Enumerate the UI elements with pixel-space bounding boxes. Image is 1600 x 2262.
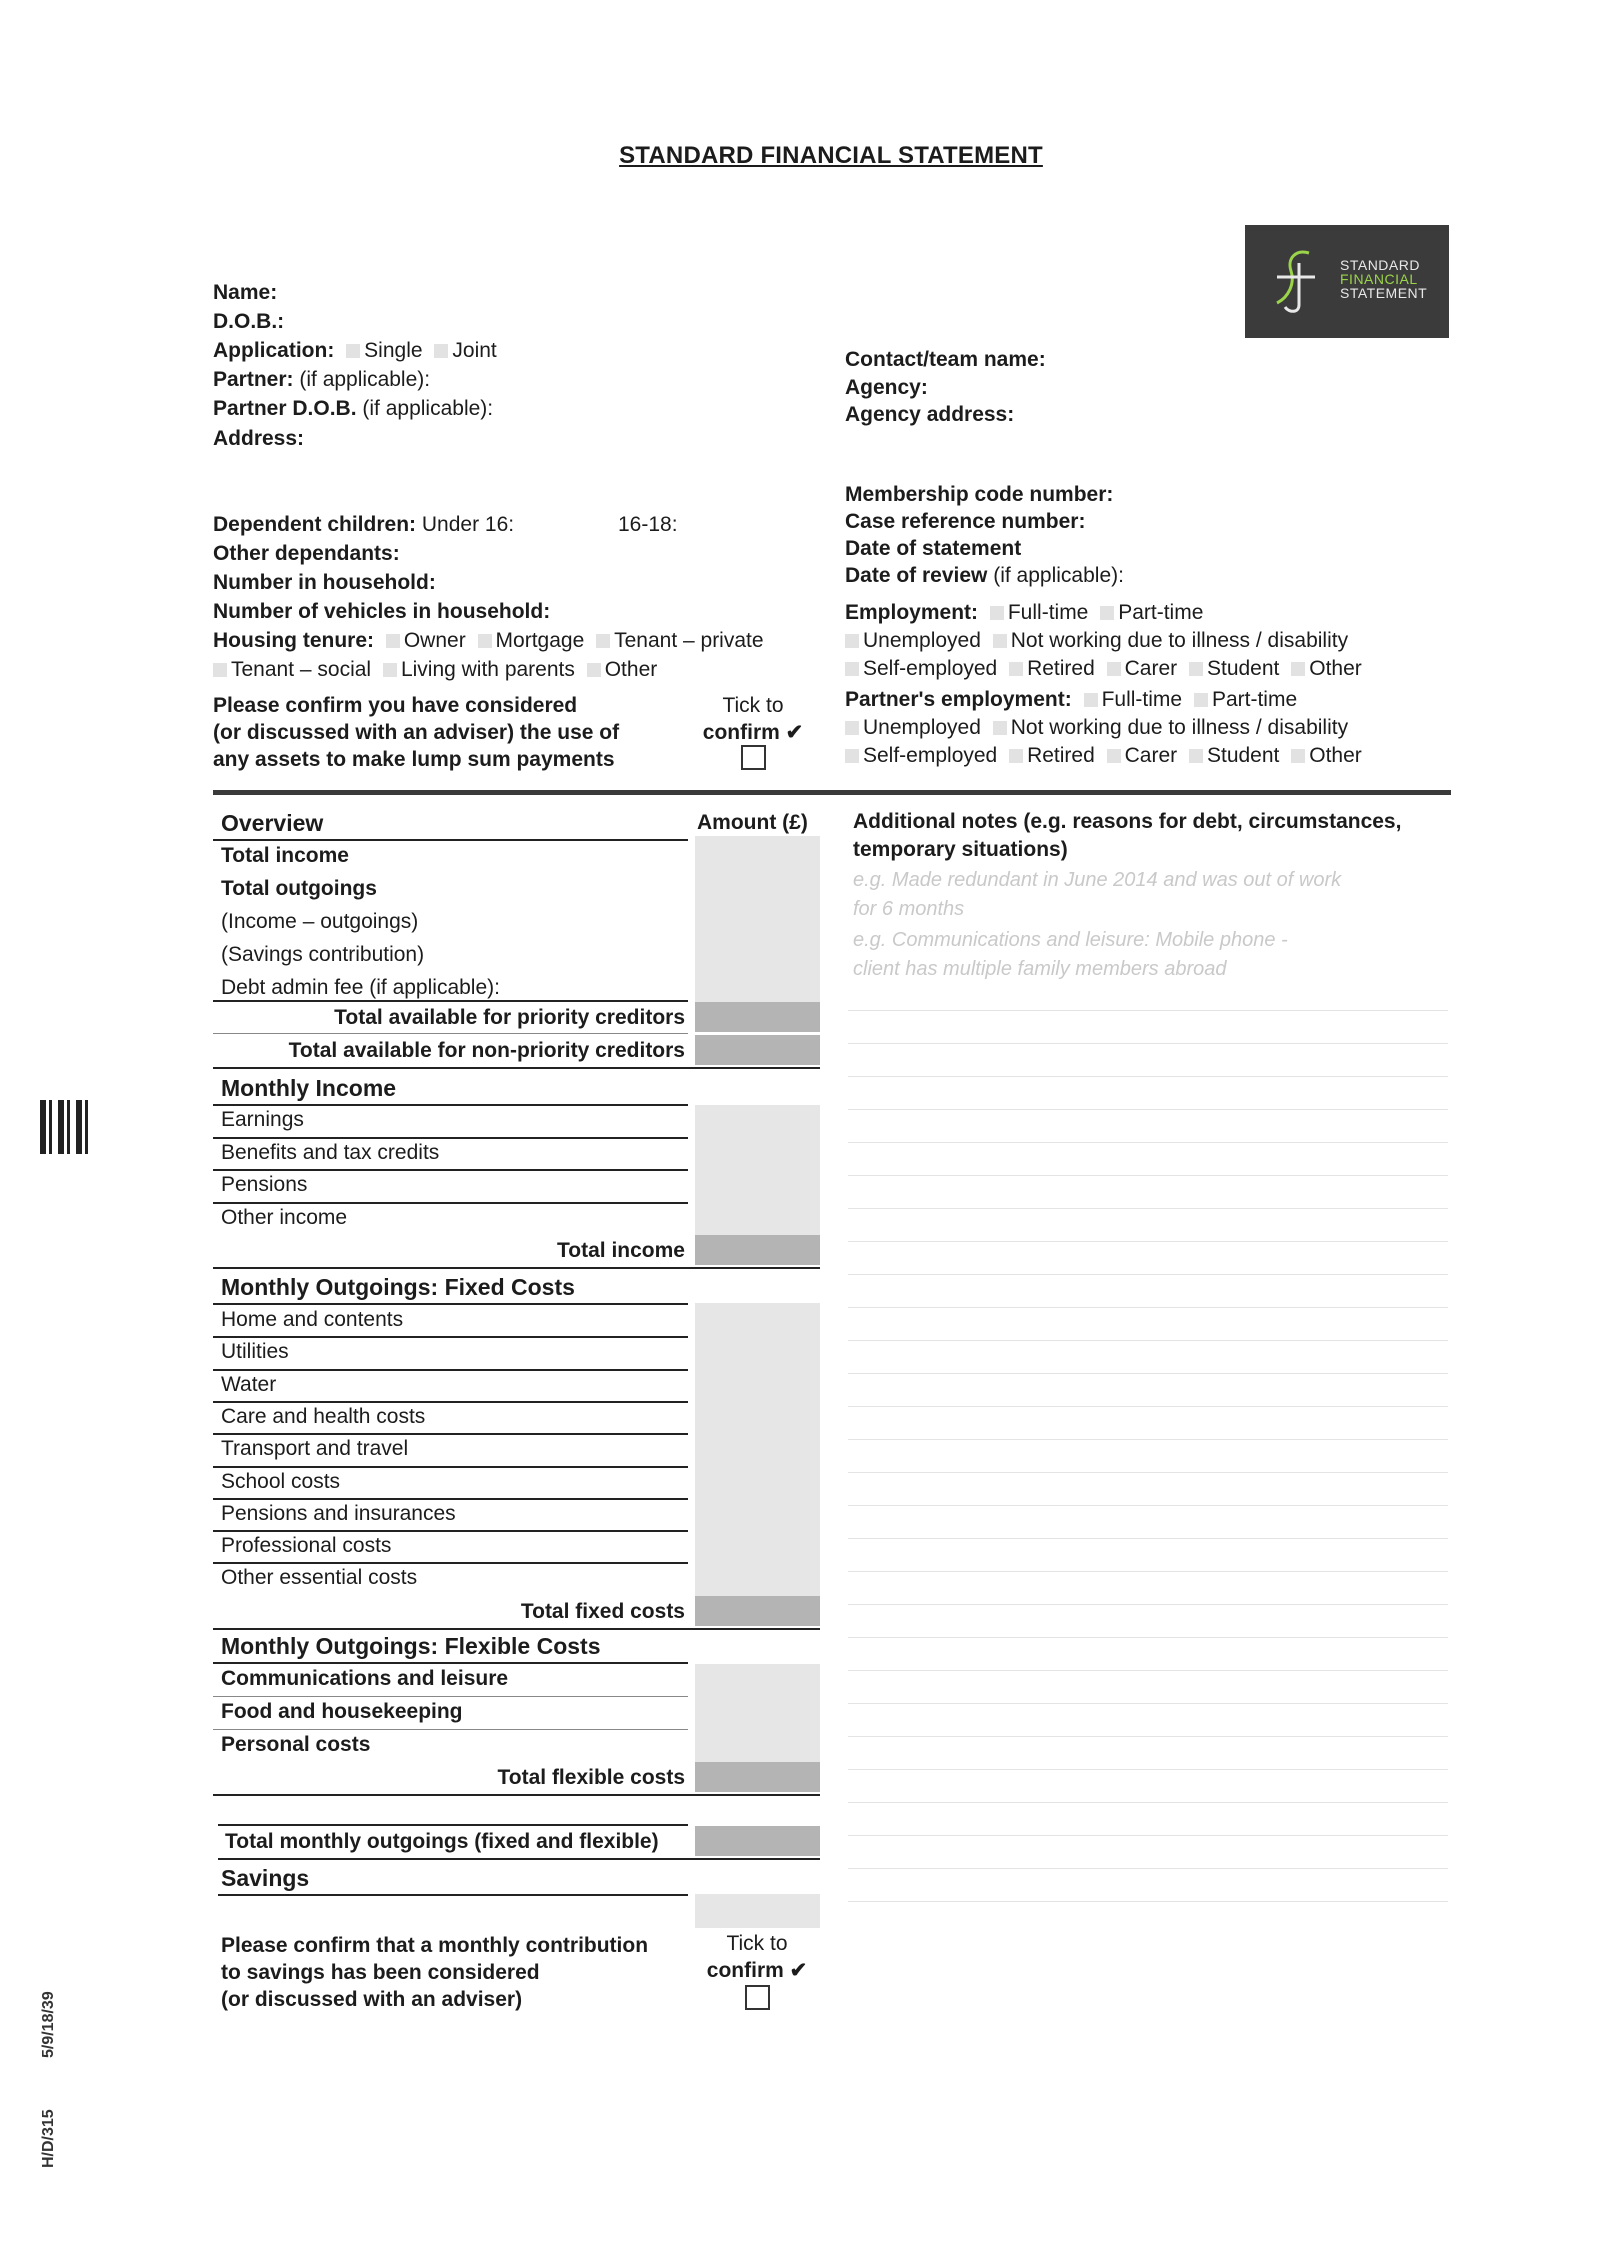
fixed-title: Monthly Outgoings: Fixed Costs bbox=[221, 1274, 575, 1300]
overview-savings-contribution: (Savings contribution) bbox=[221, 943, 425, 966]
fixed-cost-row: Other essential costs bbox=[221, 1566, 418, 1590]
housing-tenure-label: Housing tenure: bbox=[213, 629, 374, 652]
overview-total-income: Total income bbox=[221, 844, 349, 867]
name-label: Name: bbox=[213, 281, 278, 304]
savings-tick-line1: Tick to bbox=[726, 1932, 788, 1955]
tenant-private-option: Tenant – private bbox=[614, 629, 764, 652]
emp-unemployed-checkbox[interactable] bbox=[845, 634, 859, 648]
emp-student-option: Student bbox=[1206, 657, 1280, 680]
pemp-selfemployed-option: Self-employed bbox=[863, 744, 998, 767]
single-option: Single bbox=[364, 339, 423, 362]
note-line bbox=[848, 1571, 1448, 1572]
income-amount-column[interactable] bbox=[695, 1105, 820, 1235]
note-line bbox=[848, 1142, 1448, 1143]
mortgage-checkbox[interactable] bbox=[478, 634, 492, 648]
note-line bbox=[848, 1208, 1448, 1209]
overview-bottom-rule bbox=[213, 1067, 820, 1069]
flexible-title: Monthly Outgoings: Flexible Costs bbox=[221, 1633, 601, 1659]
row-divider bbox=[213, 1729, 688, 1730]
income-row: Earnings bbox=[221, 1108, 304, 1131]
joint-option: Joint bbox=[452, 339, 497, 362]
note-line bbox=[848, 1175, 1448, 1176]
owner-option: Owner bbox=[403, 629, 466, 652]
flexible-cost-row: Personal costs bbox=[221, 1733, 371, 1756]
fixed-total-box[interactable] bbox=[695, 1596, 820, 1626]
emp-parttime-option: Part-time bbox=[1118, 601, 1204, 624]
savings-tick-label bbox=[702, 1930, 812, 1984]
fixed-cost-row: Water bbox=[221, 1372, 277, 1396]
partner-label: Partner: bbox=[213, 368, 294, 391]
flexible-total-label: Total flexible costs bbox=[497, 1766, 685, 1789]
row-divider bbox=[213, 1169, 688, 1171]
partner-note: (if applicable): bbox=[299, 368, 431, 391]
income-row: Benefits and tax credits bbox=[221, 1140, 440, 1164]
note-line bbox=[848, 1010, 1448, 1011]
overview-income-minus-outgoings: (Income – outgoings) bbox=[221, 910, 419, 933]
pemp-notworking-option: Not working due to illness / disability bbox=[1010, 716, 1349, 739]
barcode-icon bbox=[40, 1100, 94, 1154]
partner-dob-row bbox=[213, 394, 493, 423]
assets-confirm-checkbox[interactable] bbox=[741, 745, 766, 770]
income-bottom-rule bbox=[213, 1267, 820, 1269]
employment-row-2 bbox=[839, 626, 1348, 655]
sfs-logo bbox=[1245, 225, 1449, 338]
pemp-student-checkbox[interactable] bbox=[1189, 749, 1203, 763]
fixed-cost-row: Utilities bbox=[221, 1340, 289, 1364]
application-row bbox=[213, 336, 497, 365]
housing-tenure-row bbox=[213, 626, 764, 655]
tenure-other-option: Other bbox=[604, 658, 658, 681]
notes-example-1-line1: e.g. Made redundant in June 2014 and was out of work bbox=[853, 869, 1342, 891]
savings-title: Savings bbox=[221, 1865, 310, 1891]
pemp-unemployed-checkbox[interactable] bbox=[845, 721, 859, 735]
row-divider bbox=[213, 1530, 688, 1532]
document-title: STANDARD FINANCIAL STATEMENT bbox=[619, 142, 1043, 169]
employment-row-1 bbox=[845, 598, 1203, 627]
priority-total-box[interactable] bbox=[695, 1002, 820, 1032]
income-row: Pensions bbox=[221, 1173, 308, 1196]
note-line bbox=[848, 1901, 1448, 1902]
dependent-children-row bbox=[213, 510, 514, 539]
sfs-logo-mark bbox=[1265, 247, 1327, 317]
overview-debt-admin-fee: Debt admin fee (if applicable): bbox=[221, 976, 500, 999]
partner-employment-row-1 bbox=[845, 685, 1297, 714]
number-household-label: Number in household: bbox=[213, 571, 436, 594]
date-review-row bbox=[845, 561, 1124, 590]
emp-notworking-option: Not working due to illness / disability bbox=[1010, 629, 1349, 652]
fixed-cost-row: Transport and travel bbox=[221, 1437, 409, 1461]
living-parents-checkbox[interactable] bbox=[383, 663, 397, 677]
partner-dob-label: Partner D.O.B. bbox=[213, 397, 357, 420]
employment-row-3 bbox=[839, 654, 1362, 683]
note-line bbox=[848, 1373, 1448, 1374]
emp-student-checkbox[interactable] bbox=[1189, 662, 1203, 676]
housing-tenure-row-2 bbox=[207, 655, 657, 684]
row-divider bbox=[213, 1433, 688, 1435]
row-divider bbox=[213, 1498, 688, 1500]
note-line bbox=[848, 1472, 1448, 1473]
row-divider bbox=[213, 1369, 688, 1371]
fixed-bottom-rule bbox=[213, 1628, 820, 1630]
notes-example-1 bbox=[853, 866, 1341, 924]
fixed-cost-row: School costs bbox=[221, 1469, 341, 1493]
emp-selfemployed-option: Self-employed bbox=[863, 657, 998, 680]
row-divider bbox=[213, 1137, 688, 1139]
pemp-carer-option: Carer bbox=[1124, 744, 1178, 767]
note-line bbox=[848, 1439, 1448, 1440]
notes-example-1-line2: for 6 months bbox=[853, 898, 965, 920]
non-priority-total-box[interactable] bbox=[695, 1035, 820, 1065]
flexible-cost-row: Communications and leisure bbox=[221, 1667, 509, 1690]
row-divider bbox=[213, 1202, 688, 1204]
pemp-carer-checkbox[interactable] bbox=[1107, 749, 1121, 763]
flexible-underline bbox=[213, 1662, 688, 1664]
fixed-underline bbox=[213, 1303, 688, 1305]
row-divider bbox=[213, 1401, 688, 1403]
partner-employment-label: Partner's employment: bbox=[845, 688, 1072, 711]
savings-confirm-line3: (or discussed with an adviser) bbox=[221, 1988, 523, 2011]
fixed-total-label: Total fixed costs bbox=[520, 1600, 685, 1623]
single-checkbox[interactable] bbox=[346, 344, 360, 358]
tenant-social-checkbox[interactable] bbox=[213, 663, 227, 677]
emp-other-checkbox[interactable] bbox=[1291, 662, 1305, 676]
address-label: Address: bbox=[213, 427, 305, 450]
savings-confirm-text bbox=[221, 1932, 648, 2013]
pemp-fulltime-checkbox[interactable] bbox=[1084, 693, 1098, 707]
note-line bbox=[848, 1043, 1448, 1044]
note-line bbox=[848, 1109, 1448, 1110]
row-divider bbox=[213, 1562, 688, 1564]
income-title: Monthly Income bbox=[221, 1075, 397, 1101]
amount-header: Amount (£) bbox=[697, 811, 808, 834]
owner-checkbox[interactable] bbox=[386, 634, 400, 648]
contact-label: Contact/team name: bbox=[845, 348, 1046, 371]
fixed-amount-column[interactable] bbox=[695, 1303, 820, 1596]
logo-text-3: STATEMENT bbox=[1340, 285, 1428, 301]
note-line bbox=[848, 1835, 1448, 1836]
pemp-fulltime-option: Full-time bbox=[1101, 688, 1183, 711]
partner-row bbox=[213, 365, 430, 394]
pemp-other-checkbox[interactable] bbox=[1291, 749, 1305, 763]
assets-tick-label bbox=[698, 692, 808, 746]
assets-confirm-line3: any assets to make lump sum payments bbox=[213, 748, 615, 771]
note-line bbox=[848, 1868, 1448, 1869]
pemp-other-option: Other bbox=[1309, 744, 1362, 767]
pemp-retired-checkbox[interactable] bbox=[1009, 749, 1023, 763]
emp-notworking-checkbox[interactable] bbox=[993, 634, 1007, 648]
note-line bbox=[848, 1802, 1448, 1803]
emp-retired-checkbox[interactable] bbox=[1009, 662, 1023, 676]
notes-example-2-line1: e.g. Communications and leisure: Mobile phone - bbox=[853, 929, 1288, 951]
membership-label: Membership code number: bbox=[845, 483, 1114, 506]
emp-selfemployed-checkbox[interactable] bbox=[845, 662, 859, 676]
overview-underline bbox=[213, 839, 688, 841]
under16-label: Under 16: bbox=[421, 513, 515, 536]
emp-carer-option: Carer bbox=[1124, 657, 1178, 680]
application-label: Application: bbox=[213, 339, 335, 362]
dob-label: D.O.B.: bbox=[213, 310, 285, 333]
agency-address-label: Agency address: bbox=[845, 403, 1015, 426]
notes-title bbox=[853, 808, 1401, 864]
total-monthly-bottom-rule bbox=[218, 1858, 820, 1860]
vehicles-label: Number of vehicles in household: bbox=[213, 600, 551, 623]
flexible-total-box[interactable] bbox=[695, 1762, 820, 1792]
note-line bbox=[848, 1076, 1448, 1077]
assets-tick-line2: confirm ✔ bbox=[702, 721, 804, 744]
note-line bbox=[848, 1241, 1448, 1242]
savings-confirm-line2: to savings has been considered bbox=[221, 1961, 540, 1984]
emp-parttime-checkbox[interactable] bbox=[1100, 606, 1114, 620]
emp-unemployed-option: Unemployed bbox=[863, 629, 981, 652]
overview-total-outgoings: Total outgoings bbox=[221, 877, 377, 900]
notes-title-line2: temporary situations) bbox=[853, 838, 1068, 861]
other-dependants-label: Other dependants: bbox=[213, 542, 400, 565]
fixed-cost-row: Professional costs bbox=[221, 1534, 392, 1558]
flexible-amount-column[interactable] bbox=[695, 1664, 820, 1762]
emp-carer-checkbox[interactable] bbox=[1107, 662, 1121, 676]
savings-confirm-checkbox[interactable] bbox=[745, 1985, 770, 2010]
savings-tick-line2: confirm ✔ bbox=[706, 1959, 808, 1982]
notes-example-2 bbox=[853, 926, 1288, 984]
row-divider bbox=[213, 1466, 688, 1468]
living-parents-option: Living with parents bbox=[400, 658, 575, 681]
row-divider bbox=[213, 1336, 688, 1338]
total-priority-label: Total available for priority creditors bbox=[334, 1006, 685, 1029]
income-underline bbox=[213, 1104, 688, 1106]
tenant-social-option: Tenant – social bbox=[231, 658, 372, 681]
date-review-note: (if applicable): bbox=[993, 564, 1124, 587]
note-line bbox=[848, 1340, 1448, 1341]
fixed-cost-row: Home and contents bbox=[221, 1308, 404, 1331]
notes-title-line1: Additional notes (e.g. reasons for debt, circumstances, bbox=[853, 810, 1402, 833]
note-line bbox=[848, 1307, 1448, 1308]
fixed-cost-row: Care and health costs bbox=[221, 1404, 426, 1428]
section-divider bbox=[213, 790, 1451, 795]
tenure-other-checkbox[interactable] bbox=[587, 663, 601, 677]
partner-dob-note: (if applicable): bbox=[362, 397, 494, 420]
dependent-children-label: Dependent children: bbox=[213, 513, 417, 536]
priority-divider bbox=[213, 1033, 688, 1034]
pemp-selfemployed-checkbox[interactable] bbox=[845, 749, 859, 763]
tenant-private-checkbox[interactable] bbox=[596, 634, 610, 648]
margin-date: 5/9/18/39 bbox=[40, 1991, 57, 2058]
note-line bbox=[848, 1604, 1448, 1605]
note-line bbox=[848, 1274, 1448, 1275]
total-monthly-top-rule bbox=[218, 1824, 688, 1826]
total-non-priority-label: Total available for non-priority creditors bbox=[288, 1039, 685, 1062]
agency-label: Agency: bbox=[845, 376, 928, 399]
emp-other-option: Other bbox=[1309, 657, 1362, 680]
margin-reference: H/D/315 bbox=[40, 2109, 57, 2168]
pemp-student-option: Student bbox=[1206, 744, 1280, 767]
partner-employment-row-2 bbox=[839, 713, 1348, 742]
overview-rows-underline bbox=[213, 1000, 688, 1002]
date-review-label: Date of review bbox=[845, 564, 988, 587]
note-line bbox=[848, 1637, 1448, 1638]
pemp-notworking-checkbox[interactable] bbox=[993, 721, 1007, 735]
joint-checkbox[interactable] bbox=[434, 344, 448, 358]
note-line bbox=[848, 1703, 1448, 1704]
savings-amount-box[interactable] bbox=[695, 1894, 820, 1928]
overview-amount-column[interactable] bbox=[695, 836, 820, 1002]
total-monthly-label: Total monthly outgoings (fixed and flexible) bbox=[225, 1830, 659, 1853]
note-line bbox=[848, 1538, 1448, 1539]
flexible-cost-row: Food and housekeeping bbox=[221, 1700, 463, 1723]
assets-tick-line1: Tick to bbox=[722, 694, 784, 717]
assets-confirm-line2: (or discussed with an adviser) the use of bbox=[213, 721, 620, 744]
pemp-retired-option: Retired bbox=[1027, 744, 1095, 767]
note-line bbox=[848, 1505, 1448, 1506]
row-divider bbox=[213, 1696, 688, 1697]
notes-example-2-line2: client has multiple family members abroad bbox=[853, 958, 1227, 980]
income-total-box[interactable] bbox=[695, 1235, 820, 1265]
logo-text-1: STANDARD bbox=[1340, 257, 1420, 273]
fixed-cost-row: Pensions and insurances bbox=[221, 1501, 456, 1525]
note-line bbox=[848, 1670, 1448, 1671]
assets-confirm-line1: Please confirm you have considered bbox=[213, 694, 578, 717]
note-line bbox=[848, 1406, 1448, 1407]
case-ref-label: Case reference number: bbox=[845, 510, 1086, 533]
note-line bbox=[848, 1736, 1448, 1737]
pemp-parttime-option: Part-time bbox=[1211, 688, 1298, 711]
pemp-parttime-checkbox[interactable] bbox=[1194, 693, 1208, 707]
partner-employment-row-3 bbox=[839, 741, 1362, 770]
age-16-18-label: 16-18: bbox=[618, 513, 678, 536]
employment-label: Employment: bbox=[845, 601, 979, 624]
date-statement-label: Date of statement bbox=[845, 537, 1022, 560]
income-total-label: Total income bbox=[557, 1239, 685, 1262]
assets-confirm-text bbox=[213, 692, 619, 773]
overview-title: Overview bbox=[221, 810, 324, 836]
mortgage-option: Mortgage bbox=[495, 629, 585, 652]
flexible-bottom-rule bbox=[213, 1794, 820, 1796]
income-row: Other income bbox=[221, 1205, 348, 1229]
note-line bbox=[848, 1769, 1448, 1770]
savings-underline bbox=[218, 1894, 688, 1896]
total-monthly-box[interactable] bbox=[695, 1826, 820, 1856]
savings-confirm-line1: Please confirm that a monthly contribution bbox=[221, 1934, 649, 1957]
emp-fulltime-option: Full-time bbox=[1007, 601, 1089, 624]
emp-retired-option: Retired bbox=[1027, 657, 1095, 680]
emp-fulltime-checkbox[interactable] bbox=[990, 606, 1004, 620]
pemp-unemployed-option: Unemployed bbox=[863, 716, 981, 739]
logo-text-2: FINANCIAL bbox=[1340, 271, 1418, 287]
